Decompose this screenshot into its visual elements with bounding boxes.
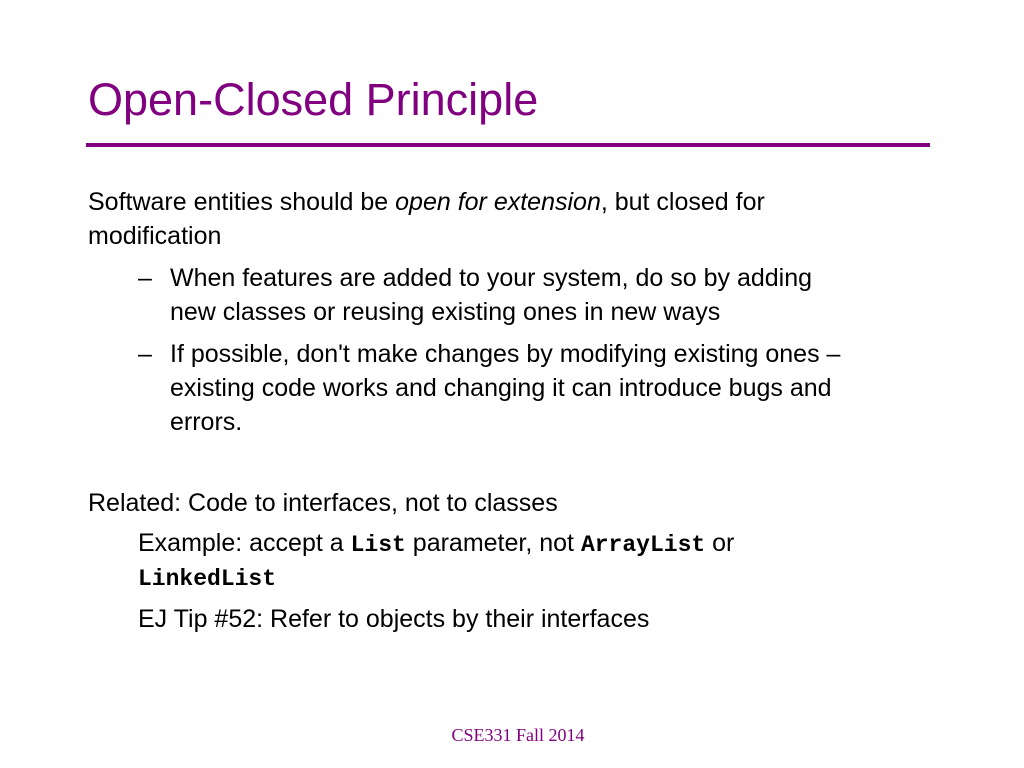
intro-line-2: modification (88, 222, 222, 250)
slide-title: Open-Closed Principle (88, 74, 539, 125)
title-underline (86, 143, 930, 147)
related-line: Related: Code to interfaces, not to classes (88, 489, 558, 517)
code-list: List (350, 532, 406, 558)
bullet-2-line-1: If possible, don't make changes by modifying existing ones – (170, 340, 841, 368)
code-linkedlist: LinkedList (138, 566, 277, 592)
example-text-1: Example: accept a (138, 529, 351, 557)
bullet-2-marker: – (138, 340, 152, 368)
intro-text-before: Software entities should be (88, 188, 396, 216)
example-line-1 (138, 526, 734, 562)
intro-text-after: , but closed for (600, 188, 765, 216)
example-text-3: or (705, 529, 735, 557)
intro-emphasis: open for extension (395, 188, 601, 216)
slide-footer: CSE331 Fall 2014 (451, 725, 585, 745)
bullet-1-marker: – (138, 264, 152, 292)
intro-line-1 (88, 185, 765, 219)
code-arraylist: ArrayList (580, 532, 706, 558)
example-line-2 (138, 560, 276, 596)
tip-line: EJ Tip #52: Refer to objects by their interfaces (138, 605, 650, 633)
bullet-1-line-1: When features are added to your system, do so by adding (170, 264, 813, 292)
bullet-2-line-2: existing code works and changing it can introduce bugs and (170, 374, 832, 402)
bullet-1-line-2: new classes or reusing existing ones in new ways (170, 298, 721, 326)
bullet-2-line-3: errors. (170, 408, 243, 436)
example-text-2: parameter, not (405, 529, 581, 557)
